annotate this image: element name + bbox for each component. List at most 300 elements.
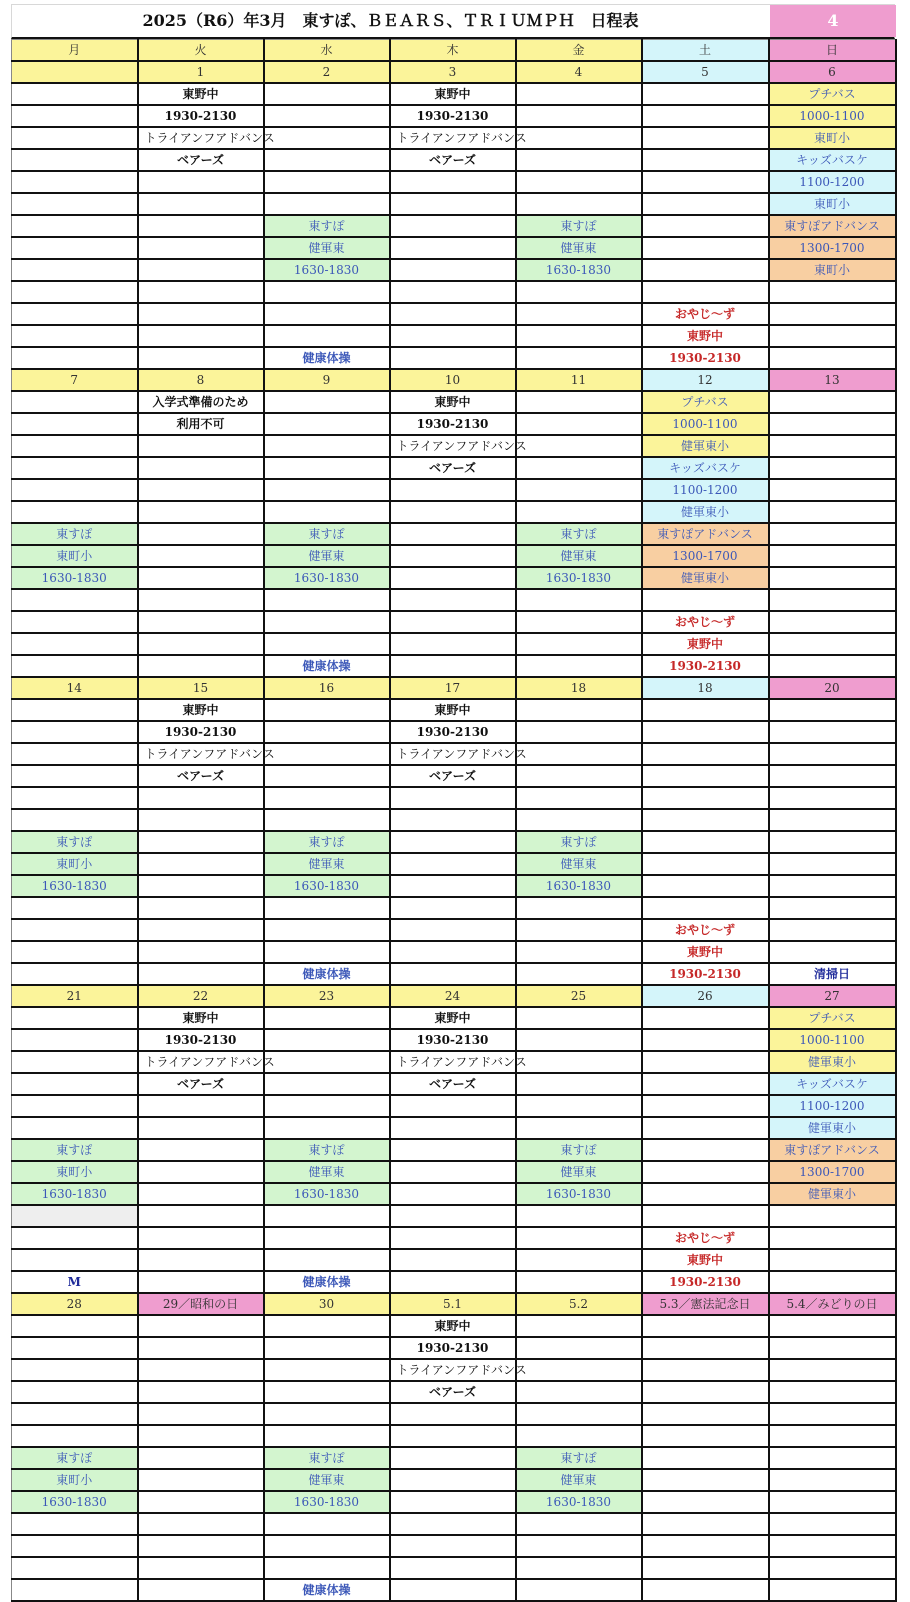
event-cell: 東野中 xyxy=(390,83,516,105)
event-cell: 健軍東 xyxy=(264,237,390,259)
empty-cell xyxy=(516,1007,642,1029)
event-cell: 東すぽ xyxy=(12,831,138,853)
empty-cell xyxy=(769,1227,896,1249)
event-cell xyxy=(12,1205,138,1227)
date-cell-sun: 6 xyxy=(769,61,896,83)
event-cell: 健康体操 xyxy=(264,1271,390,1293)
empty-cell xyxy=(12,787,138,809)
empty-cell xyxy=(390,1205,516,1227)
schedule-row xyxy=(12,897,896,919)
event-cell: プチバス xyxy=(642,391,769,413)
weekday-fri: 金 xyxy=(516,40,642,62)
event-cell: 1930-2130 xyxy=(138,105,264,127)
weekday-header-row xyxy=(12,40,896,62)
empty-cell xyxy=(516,457,642,479)
empty-cell xyxy=(12,743,138,765)
empty-cell xyxy=(390,919,516,941)
event-cell: 1630-1830 xyxy=(516,259,642,281)
event-cell: 健軍東 xyxy=(264,1161,390,1183)
empty-cell xyxy=(516,1315,642,1337)
empty-cell xyxy=(642,1007,769,1029)
empty-cell xyxy=(769,655,896,677)
empty-cell xyxy=(12,303,138,325)
empty-cell xyxy=(769,875,896,897)
empty-cell xyxy=(138,1117,264,1139)
schedule-row xyxy=(12,1139,896,1161)
schedule-row xyxy=(12,1337,896,1359)
empty-cell xyxy=(642,1029,769,1051)
empty-cell xyxy=(138,215,264,237)
schedule-row xyxy=(12,391,896,413)
date-cell-tue: 15 xyxy=(138,677,264,699)
schedule-row xyxy=(12,655,896,677)
empty-cell xyxy=(264,303,390,325)
empty-cell xyxy=(138,1579,264,1601)
empty-cell xyxy=(138,787,264,809)
empty-cell xyxy=(12,1095,138,1117)
event-cell: 1930-2130 xyxy=(390,105,516,127)
schedule-row xyxy=(12,501,896,523)
schedule-row xyxy=(12,853,896,875)
event-cell: ベアーズ xyxy=(138,765,264,787)
empty-cell xyxy=(769,1271,896,1293)
event-cell: プチバス xyxy=(769,83,896,105)
empty-cell xyxy=(138,875,264,897)
event-cell: キッズバスケ xyxy=(642,457,769,479)
empty-cell xyxy=(390,1271,516,1293)
event-cell: 東すぽ xyxy=(12,1447,138,1469)
empty-cell xyxy=(769,1557,896,1579)
empty-cell xyxy=(264,1359,390,1381)
schedule-row xyxy=(12,1051,896,1073)
empty-cell xyxy=(12,1579,138,1601)
schedule-row xyxy=(12,1029,896,1051)
empty-cell xyxy=(12,1051,138,1073)
empty-cell xyxy=(769,743,896,765)
empty-cell xyxy=(516,1095,642,1117)
empty-cell xyxy=(12,963,138,985)
empty-cell xyxy=(264,1249,390,1271)
event-cell: 1000-1100 xyxy=(642,413,769,435)
empty-cell xyxy=(516,963,642,985)
schedule-row xyxy=(12,1447,896,1469)
empty-cell xyxy=(138,325,264,347)
date-cell-sat: 5 xyxy=(642,61,769,83)
event-cell: トライアンフアドバンス xyxy=(390,1051,516,1073)
empty-cell xyxy=(138,1403,264,1425)
empty-cell xyxy=(516,149,642,171)
empty-cell xyxy=(769,1513,896,1535)
empty-cell xyxy=(642,1161,769,1183)
schedule-table xyxy=(11,39,897,1602)
event-cell: 1630-1830 xyxy=(264,567,390,589)
schedule-row xyxy=(12,325,896,347)
empty-cell xyxy=(642,1381,769,1403)
schedule-row xyxy=(12,1073,896,1095)
event-cell: トライアンフアドバンス xyxy=(390,1359,516,1381)
empty-cell xyxy=(390,347,516,369)
empty-cell xyxy=(264,1337,390,1359)
event-cell: 1930-2130 xyxy=(390,1029,516,1051)
event-cell: トライアンフアドバンス xyxy=(138,1051,264,1073)
empty-cell xyxy=(138,303,264,325)
date-cell-thu: 24 xyxy=(390,985,516,1007)
empty-cell xyxy=(769,1249,896,1271)
schedule-row xyxy=(12,809,896,831)
event-cell: 1300-1700 xyxy=(642,545,769,567)
empty-cell xyxy=(12,1315,138,1337)
event-cell: キッズバスケ xyxy=(769,1073,896,1095)
schedule-row xyxy=(12,1161,896,1183)
event-cell: 1300-1700 xyxy=(769,1161,896,1183)
event-cell: 東すぽ xyxy=(12,523,138,545)
weekday-sat: 土 xyxy=(642,40,769,62)
empty-cell xyxy=(138,633,264,655)
empty-cell xyxy=(390,1183,516,1205)
empty-cell xyxy=(138,435,264,457)
empty-cell xyxy=(769,633,896,655)
empty-cell xyxy=(769,1315,896,1337)
event-cell: 1930-2130 xyxy=(390,1337,516,1359)
empty-cell xyxy=(12,413,138,435)
empty-cell xyxy=(12,193,138,215)
empty-cell xyxy=(138,809,264,831)
empty-cell xyxy=(264,941,390,963)
empty-cell xyxy=(264,501,390,523)
event-cell: ベアーズ xyxy=(390,457,516,479)
empty-cell xyxy=(642,237,769,259)
empty-cell xyxy=(642,743,769,765)
empty-cell xyxy=(642,1469,769,1491)
empty-cell xyxy=(264,435,390,457)
schedule-row xyxy=(12,765,896,787)
weekday-tue: 火 xyxy=(138,40,264,62)
schedule-row xyxy=(12,479,896,501)
event-cell: 1630-1830 xyxy=(516,1491,642,1513)
empty-cell xyxy=(138,1249,264,1271)
schedule-row xyxy=(12,1469,896,1491)
schedule-row xyxy=(12,611,896,633)
schedule-row xyxy=(12,1425,896,1447)
empty-cell xyxy=(642,149,769,171)
schedule-row xyxy=(12,1249,896,1271)
date-cell-fri: 5.2 xyxy=(516,1293,642,1315)
event-cell: 健軍東 xyxy=(516,853,642,875)
event-cell: 健康体操 xyxy=(264,655,390,677)
event-cell: 東すぽアドバンス xyxy=(642,523,769,545)
event-cell: ベアーズ xyxy=(390,1073,516,1095)
empty-cell xyxy=(516,1513,642,1535)
empty-cell xyxy=(516,1381,642,1403)
empty-cell xyxy=(12,127,138,149)
empty-cell xyxy=(642,83,769,105)
date-cell-mon xyxy=(12,61,138,83)
empty-cell xyxy=(138,523,264,545)
empty-cell xyxy=(12,589,138,611)
empty-cell xyxy=(390,1227,516,1249)
schedule-row xyxy=(12,83,896,105)
empty-cell xyxy=(769,567,896,589)
event-cell: 健軍東 xyxy=(516,545,642,567)
empty-cell xyxy=(516,1117,642,1139)
empty-cell xyxy=(642,721,769,743)
empty-cell xyxy=(642,1337,769,1359)
event-cell: 東すぽアドバンス xyxy=(769,1139,896,1161)
empty-cell xyxy=(12,1007,138,1029)
event-cell: 1930-2130 xyxy=(642,655,769,677)
empty-cell xyxy=(769,589,896,611)
empty-cell xyxy=(138,1381,264,1403)
schedule-row xyxy=(12,633,896,655)
empty-cell xyxy=(264,1425,390,1447)
empty-cell xyxy=(264,809,390,831)
event-cell: ベアーズ xyxy=(138,1073,264,1095)
empty-cell xyxy=(390,1513,516,1535)
empty-cell xyxy=(642,875,769,897)
date-cell-tue: 8 xyxy=(138,369,264,391)
empty-cell xyxy=(390,325,516,347)
date-cell-mon: 21 xyxy=(12,985,138,1007)
event-cell: 1930-2130 xyxy=(138,1029,264,1051)
schedule-row xyxy=(12,875,896,897)
date-cell-sat: 18 xyxy=(642,677,769,699)
empty-cell xyxy=(264,1205,390,1227)
empty-cell xyxy=(390,281,516,303)
empty-cell xyxy=(12,347,138,369)
empty-cell xyxy=(12,105,138,127)
event-cell: 1630-1830 xyxy=(12,567,138,589)
empty-cell xyxy=(769,501,896,523)
empty-cell xyxy=(516,655,642,677)
empty-cell xyxy=(516,589,642,611)
event-cell: 東すぽ xyxy=(516,831,642,853)
empty-cell xyxy=(390,1249,516,1271)
empty-cell xyxy=(12,1557,138,1579)
empty-cell xyxy=(390,633,516,655)
date-cell-tue: 1 xyxy=(138,61,264,83)
empty-cell xyxy=(516,83,642,105)
event-cell: 東町小 xyxy=(12,1161,138,1183)
empty-cell xyxy=(390,1447,516,1469)
empty-cell xyxy=(12,281,138,303)
empty-cell xyxy=(12,699,138,721)
empty-cell xyxy=(12,215,138,237)
empty-cell xyxy=(516,435,642,457)
schedule-row xyxy=(12,259,896,281)
empty-cell xyxy=(12,1359,138,1381)
empty-cell xyxy=(516,1249,642,1271)
empty-cell xyxy=(642,281,769,303)
empty-cell xyxy=(264,1315,390,1337)
event-cell: 1100-1200 xyxy=(769,1095,896,1117)
event-cell: 健軍東小 xyxy=(769,1183,896,1205)
empty-cell xyxy=(642,1535,769,1557)
empty-cell xyxy=(138,1469,264,1491)
event-cell: 東野中 xyxy=(642,941,769,963)
empty-cell xyxy=(516,1557,642,1579)
empty-cell xyxy=(12,479,138,501)
page-title: 2025（R6）年3月 東すぽ、ＢＥＡＲＳ、ＴＲＩＵＭＰＨ 日程表 xyxy=(142,11,639,30)
event-cell: 健軍東小 xyxy=(769,1117,896,1139)
empty-cell xyxy=(390,259,516,281)
empty-cell xyxy=(264,787,390,809)
empty-cell xyxy=(138,1447,264,1469)
event-cell: 東町小 xyxy=(12,853,138,875)
event-cell: 1100-1200 xyxy=(769,171,896,193)
empty-cell xyxy=(264,1007,390,1029)
event-cell: 1000-1100 xyxy=(769,105,896,127)
empty-cell xyxy=(12,435,138,457)
empty-cell xyxy=(769,765,896,787)
empty-cell xyxy=(642,897,769,919)
empty-cell xyxy=(642,589,769,611)
event-cell: 1630-1830 xyxy=(12,875,138,897)
event-cell: 東すぽ xyxy=(516,215,642,237)
empty-cell xyxy=(138,919,264,941)
event-cell: 健軍東 xyxy=(516,1161,642,1183)
event-cell: 1630-1830 xyxy=(264,875,390,897)
event-cell: 東野中 xyxy=(390,391,516,413)
date-cell-tue: 29／昭和の日 xyxy=(138,1293,264,1315)
empty-cell xyxy=(138,1491,264,1513)
schedule-row xyxy=(12,545,896,567)
event-cell: おやじ～ず xyxy=(642,919,769,941)
empty-cell xyxy=(642,105,769,127)
schedule-row xyxy=(12,1183,896,1205)
event-cell: 1630-1830 xyxy=(264,1491,390,1513)
empty-cell xyxy=(516,391,642,413)
event-cell: 健軍東 xyxy=(264,853,390,875)
empty-cell xyxy=(516,611,642,633)
event-cell: 1100-1200 xyxy=(642,479,769,501)
empty-cell xyxy=(12,1029,138,1051)
month-badge[interactable]: 4 xyxy=(770,5,896,37)
empty-cell xyxy=(264,721,390,743)
empty-cell xyxy=(264,325,390,347)
schedule-row xyxy=(12,1579,896,1601)
empty-cell xyxy=(642,193,769,215)
date-cell-sun: 13 xyxy=(769,369,896,391)
schedule-row xyxy=(12,281,896,303)
event-cell: 東野中 xyxy=(642,633,769,655)
empty-cell xyxy=(12,149,138,171)
empty-cell xyxy=(264,127,390,149)
empty-cell xyxy=(12,1227,138,1249)
empty-cell xyxy=(264,281,390,303)
event-cell: 健軍東小 xyxy=(769,1051,896,1073)
date-cell-sat: 26 xyxy=(642,985,769,1007)
empty-cell xyxy=(264,1381,390,1403)
empty-cell xyxy=(264,1095,390,1117)
empty-cell xyxy=(264,897,390,919)
empty-cell xyxy=(12,1117,138,1139)
date-row xyxy=(12,1293,896,1315)
empty-cell xyxy=(516,897,642,919)
empty-cell xyxy=(516,1051,642,1073)
schedule-row xyxy=(12,1513,896,1535)
event-cell: 東すぽ xyxy=(264,831,390,853)
empty-cell xyxy=(138,941,264,963)
empty-cell xyxy=(264,1073,390,1095)
empty-cell xyxy=(12,237,138,259)
date-cell-fri: 18 xyxy=(516,677,642,699)
empty-cell xyxy=(12,171,138,193)
schedule-row xyxy=(12,1359,896,1381)
weekday-mon: 月 xyxy=(12,40,138,62)
empty-cell xyxy=(264,457,390,479)
event-cell: 1930-2130 xyxy=(642,963,769,985)
empty-cell xyxy=(138,237,264,259)
empty-cell xyxy=(516,281,642,303)
schedule-row xyxy=(12,303,896,325)
weeks-body xyxy=(12,61,896,1601)
event-cell: 東野中 xyxy=(390,1315,516,1337)
empty-cell xyxy=(769,1381,896,1403)
event-cell: 1930-2130 xyxy=(642,1271,769,1293)
schedule-row xyxy=(12,1491,896,1513)
date-cell-sun: 27 xyxy=(769,985,896,1007)
empty-cell xyxy=(642,1557,769,1579)
empty-cell xyxy=(12,633,138,655)
event-cell: 健康体操 xyxy=(264,347,390,369)
event-cell: キッズバスケ xyxy=(769,149,896,171)
event-cell: 東町小 xyxy=(769,193,896,215)
empty-cell xyxy=(516,1535,642,1557)
empty-cell xyxy=(390,1139,516,1161)
empty-cell xyxy=(516,633,642,655)
event-cell: 東町小 xyxy=(12,1469,138,1491)
date-cell-fri: 25 xyxy=(516,985,642,1007)
empty-cell xyxy=(516,1073,642,1095)
event-cell: 東すぽアドバンス xyxy=(769,215,896,237)
event-cell: 東野中 xyxy=(390,1007,516,1029)
empty-cell xyxy=(516,1271,642,1293)
empty-cell xyxy=(642,1403,769,1425)
schedule-row xyxy=(12,1117,896,1139)
event-cell: 東野中 xyxy=(138,83,264,105)
empty-cell xyxy=(516,787,642,809)
schedule-row xyxy=(12,721,896,743)
empty-cell xyxy=(642,1425,769,1447)
empty-cell xyxy=(769,1491,896,1513)
empty-cell xyxy=(642,787,769,809)
empty-cell xyxy=(12,1513,138,1535)
event-cell: プチバス xyxy=(769,1007,896,1029)
empty-cell xyxy=(390,1557,516,1579)
schedule-row xyxy=(12,435,896,457)
schedule-row xyxy=(12,963,896,985)
empty-cell xyxy=(390,787,516,809)
event-cell: 健軍東 xyxy=(516,1469,642,1491)
empty-cell xyxy=(390,875,516,897)
date-row xyxy=(12,369,896,391)
schedule-row xyxy=(12,1557,896,1579)
event-cell: 東野中 xyxy=(390,699,516,721)
empty-cell xyxy=(138,281,264,303)
date-cell-thu: 10 xyxy=(390,369,516,391)
empty-cell xyxy=(642,1447,769,1469)
event-cell: 東すぽ xyxy=(264,523,390,545)
date-cell-wed: 23 xyxy=(264,985,390,1007)
empty-cell xyxy=(516,1579,642,1601)
empty-cell xyxy=(390,303,516,325)
empty-cell xyxy=(264,611,390,633)
date-cell-fri: 11 xyxy=(516,369,642,391)
title-row xyxy=(11,4,895,39)
empty-cell xyxy=(264,1535,390,1557)
empty-cell xyxy=(390,171,516,193)
event-cell: 清掃日 xyxy=(769,963,896,985)
